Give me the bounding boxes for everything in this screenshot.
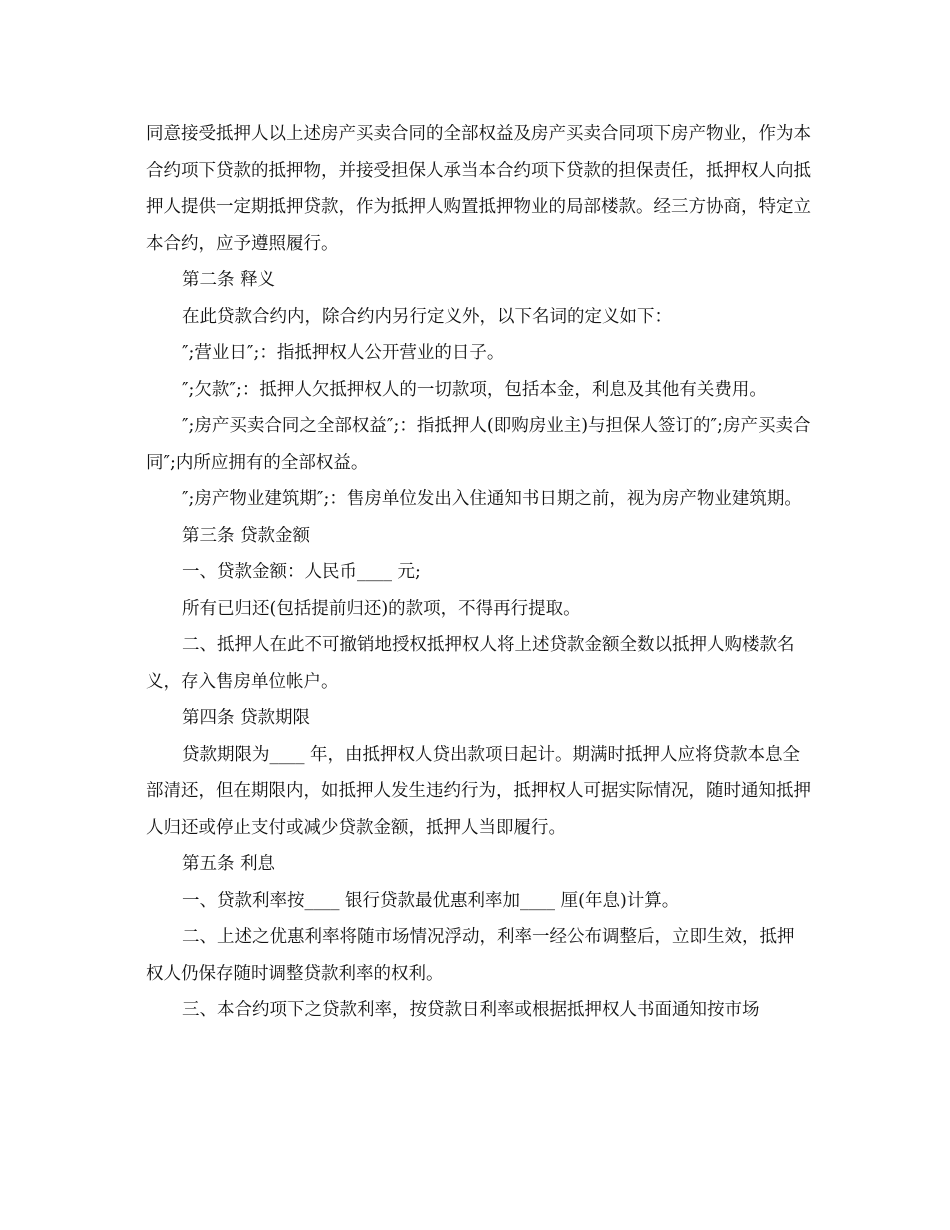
definition-business-day: ″;营业日″;：指抵押权人公开营业的日子。 (182, 343, 505, 363)
article-2-heading: 第二条 释义 (182, 270, 276, 290)
article-2-intro: 在此贷款合约内，除合约内另行定义外，以下名词的定义如下： (182, 306, 672, 327)
article-5-heading: 第五条 利息 (182, 854, 276, 874)
article-3-repaid-note: 所有已归还(包括提前归还)的款项，不得再行提取。 (182, 598, 581, 619)
article-4-body: 贷款期限为____ 年，由抵押权人贷出款项日起计。期满时抵押人应将贷款本息全部清还，但在期限内，如抵押人发生违约行为，抵押权人可据实际情况，随时通知抵押人归还或停止支付或减少贷款金额，抵押人当即履行。 (146, 744, 811, 838)
document-body (146, 116, 811, 1029)
article-4-heading: 第四条 贷款期限 (182, 708, 311, 728)
definition-contract-rights: ″;房产买卖合同之全部权益″;：指抵押人(即购房业主)与担保人签订的″;房产买卖合同″;内所应拥有的全部权益。 (146, 416, 811, 473)
definition-debt: ″;欠款″;：抵押人欠抵押权人的一切款项，包括本金，利息及其他有关费用。 (182, 379, 767, 400)
article-5-clause-1: 一、贷款利率按____ 银行贷款最优惠利率加____ 厘(年息)计算。 (182, 890, 680, 911)
paragraph-preamble: 同意接受抵押人以上述房产买卖合同的全部权益及房产买卖合同项下房产物业，作为本合约项下贷款的抵押物，并接受担保人承当本合约项下贷款的担保责任，抵押权人向抵押人提供一定期抵押贷款，作为抵押人购置抵押物业的局部楼款。经三方协商，特定立本合约，应予遵照履行。 (146, 124, 811, 254)
article-3-clause-2: 二、抵押人在此不可撤销地授权抵押权人将上述贷款金额全数以抵押人购楼款名义，存入售房单位帐户。 (146, 635, 795, 692)
definition-construction-period: ″;房产物业建筑期″;：售房单位发出入住通知书日期之前，视为房产物业建筑期。 (182, 489, 802, 509)
article-3-clause-1: 一、贷款金额：人民币____ 元; (182, 562, 421, 582)
article-5-clause-2: 二、上述之优惠利率将随市场情况浮动，利率一经公布调整后，立即生效，抵押权人仍保存随时调整贷款利率的权利。 (146, 927, 795, 984)
article-5-clause-3: 三、本合约项下之贷款利率，按贷款日利率或根据抵押权人书面通知按市场 (182, 1000, 760, 1020)
article-3-heading: 第三条 贷款金额 (182, 525, 311, 546)
